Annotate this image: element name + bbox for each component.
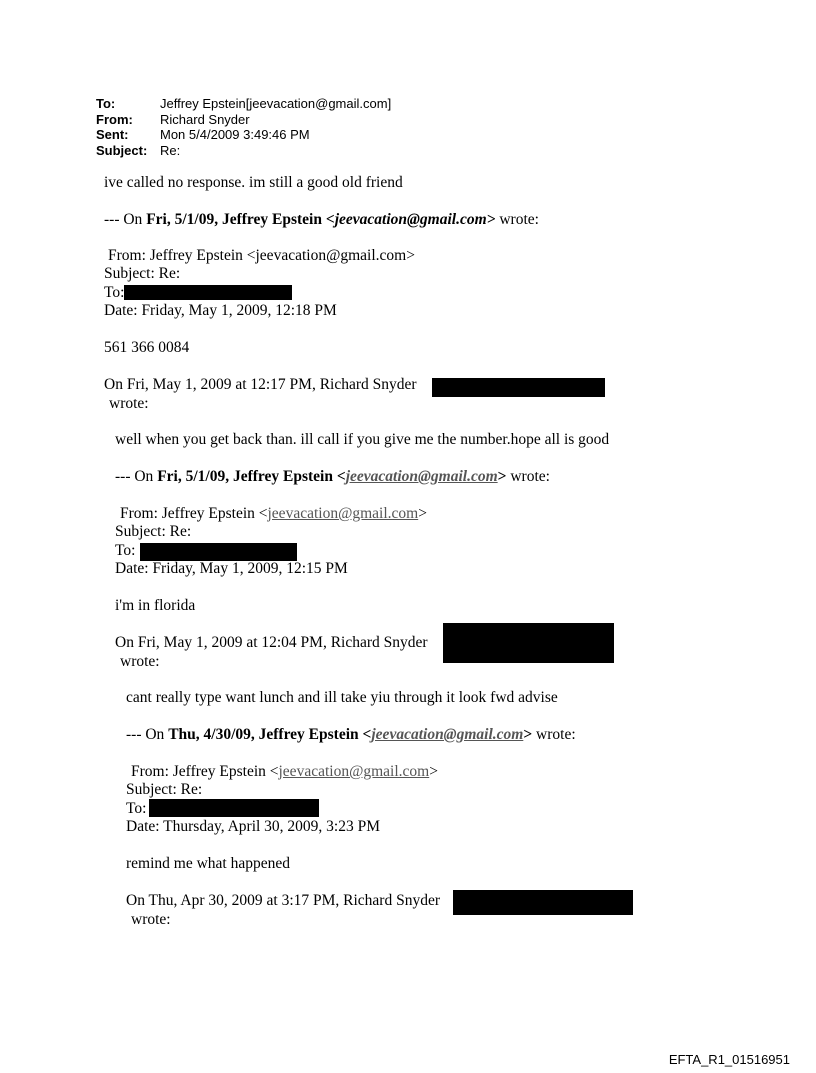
body-line: i'm in florida — [115, 597, 196, 614]
from-value: Richard Snyder — [160, 111, 250, 127]
redaction-box — [124, 285, 292, 300]
from-text: From: Jeffrey Epstein < — [131, 763, 279, 780]
quoted-subject: Subject: Re: — [115, 523, 192, 540]
quoted-date: Date: Friday, May 1, 2009, 12:18 PM — [104, 302, 337, 319]
quoted-date: Date: Friday, May 1, 2009, 12:15 PM — [115, 560, 348, 577]
quote-prefix: --- On — [115, 468, 158, 485]
from-text: > — [418, 505, 427, 522]
quote-date: Thu, 4/30/09, Jeffrey Epstein — [168, 726, 363, 743]
redaction-box — [443, 623, 614, 663]
redaction-box — [140, 543, 297, 561]
email-link[interactable]: jeevacation@gmail.com — [278, 763, 430, 780]
quoted-to: To: — [115, 542, 136, 559]
quoted-date: Date: Thursday, April 30, 2009, 3:23 PM — [126, 818, 381, 835]
quoted-subject: Subject: Re: — [126, 781, 203, 798]
quote-suffix: wrote: — [506, 468, 550, 485]
email-link[interactable]: jeevacation@gmail.com — [267, 505, 419, 522]
quote-header — [104, 211, 539, 229]
attribution-line: On Fri, May 1, 2009 at 12:04 PM, Richard Snyder — [115, 634, 428, 651]
quote-suffix: wrote: — [495, 211, 539, 228]
quoted-subject: Subject: Re: — [104, 265, 181, 282]
email-header — [96, 96, 391, 158]
attribution-wrote: wrote: — [120, 653, 160, 670]
redaction-box — [149, 799, 319, 817]
quote-bracket: < — [362, 726, 372, 743]
quote-bracket: > — [497, 468, 507, 485]
sent-value: Mon 5/4/2009 3:49:46 PM — [160, 127, 310, 142]
email-link[interactable]: jeevacation@gmail.com — [371, 726, 524, 743]
quote-prefix: --- On — [126, 726, 169, 743]
body-line: well when you get back than. ill call if you give me the number.hope all is good — [115, 431, 610, 448]
from-label: From: — [96, 111, 133, 127]
to-label: To: — [96, 96, 116, 111]
body-line: 561 366 0084 — [104, 339, 190, 356]
subject-value: Re: — [160, 142, 181, 158]
quote-bracket: > — [523, 726, 533, 743]
from-text: > — [429, 763, 438, 780]
body-line: ive called no response. im still a good old friend — [104, 174, 403, 191]
quoted-to: To: — [126, 800, 147, 817]
to-value: Jeffrey Epstein[jeevacation@gmail.com] — [160, 96, 392, 111]
quote-bracket: < — [336, 468, 346, 485]
redaction-box — [432, 378, 605, 397]
quoted-from — [120, 505, 427, 523]
quote-date: Fri, 5/1/09, Jeffrey Epstein — [157, 468, 337, 485]
sent-label: Sent: — [96, 127, 129, 142]
quote-header — [126, 726, 576, 744]
attribution-wrote: wrote: — [131, 911, 171, 928]
from-text: From: Jeffrey Epstein < — [120, 505, 268, 522]
subject-label: Subject: — [96, 142, 148, 158]
body-line: remind me what happened — [126, 855, 290, 872]
quoted-from — [131, 763, 438, 781]
quoted-from: From: Jeffrey Epstein <jeevacation@gmail.com> — [108, 247, 415, 264]
document-id: EFTA_R1_01516951 — [668, 1052, 790, 1067]
attribution-wrote: wrote: — [109, 395, 149, 412]
quote-header — [115, 468, 550, 486]
quote-date: Fri, 5/1/09, Jeffrey Epstein — [146, 211, 326, 228]
body-line: cant really type want lunch and ill take yiu through it look fwd advise — [126, 689, 558, 706]
email-link[interactable]: jeevacation@gmail.com — [345, 468, 498, 485]
attribution-line: On Fri, May 1, 2009 at 12:17 PM, Richard Snyder — [104, 376, 417, 393]
quote-prefix: --- On — [104, 211, 147, 228]
quote-suffix: wrote: — [532, 726, 576, 743]
redaction-box — [453, 890, 633, 915]
quote-email: <jeevacation@gmail.com> — [325, 211, 496, 228]
attribution-line: On Thu, Apr 30, 2009 at 3:17 PM, Richard Snyder — [126, 892, 441, 909]
quoted-to: To: — [104, 284, 125, 301]
